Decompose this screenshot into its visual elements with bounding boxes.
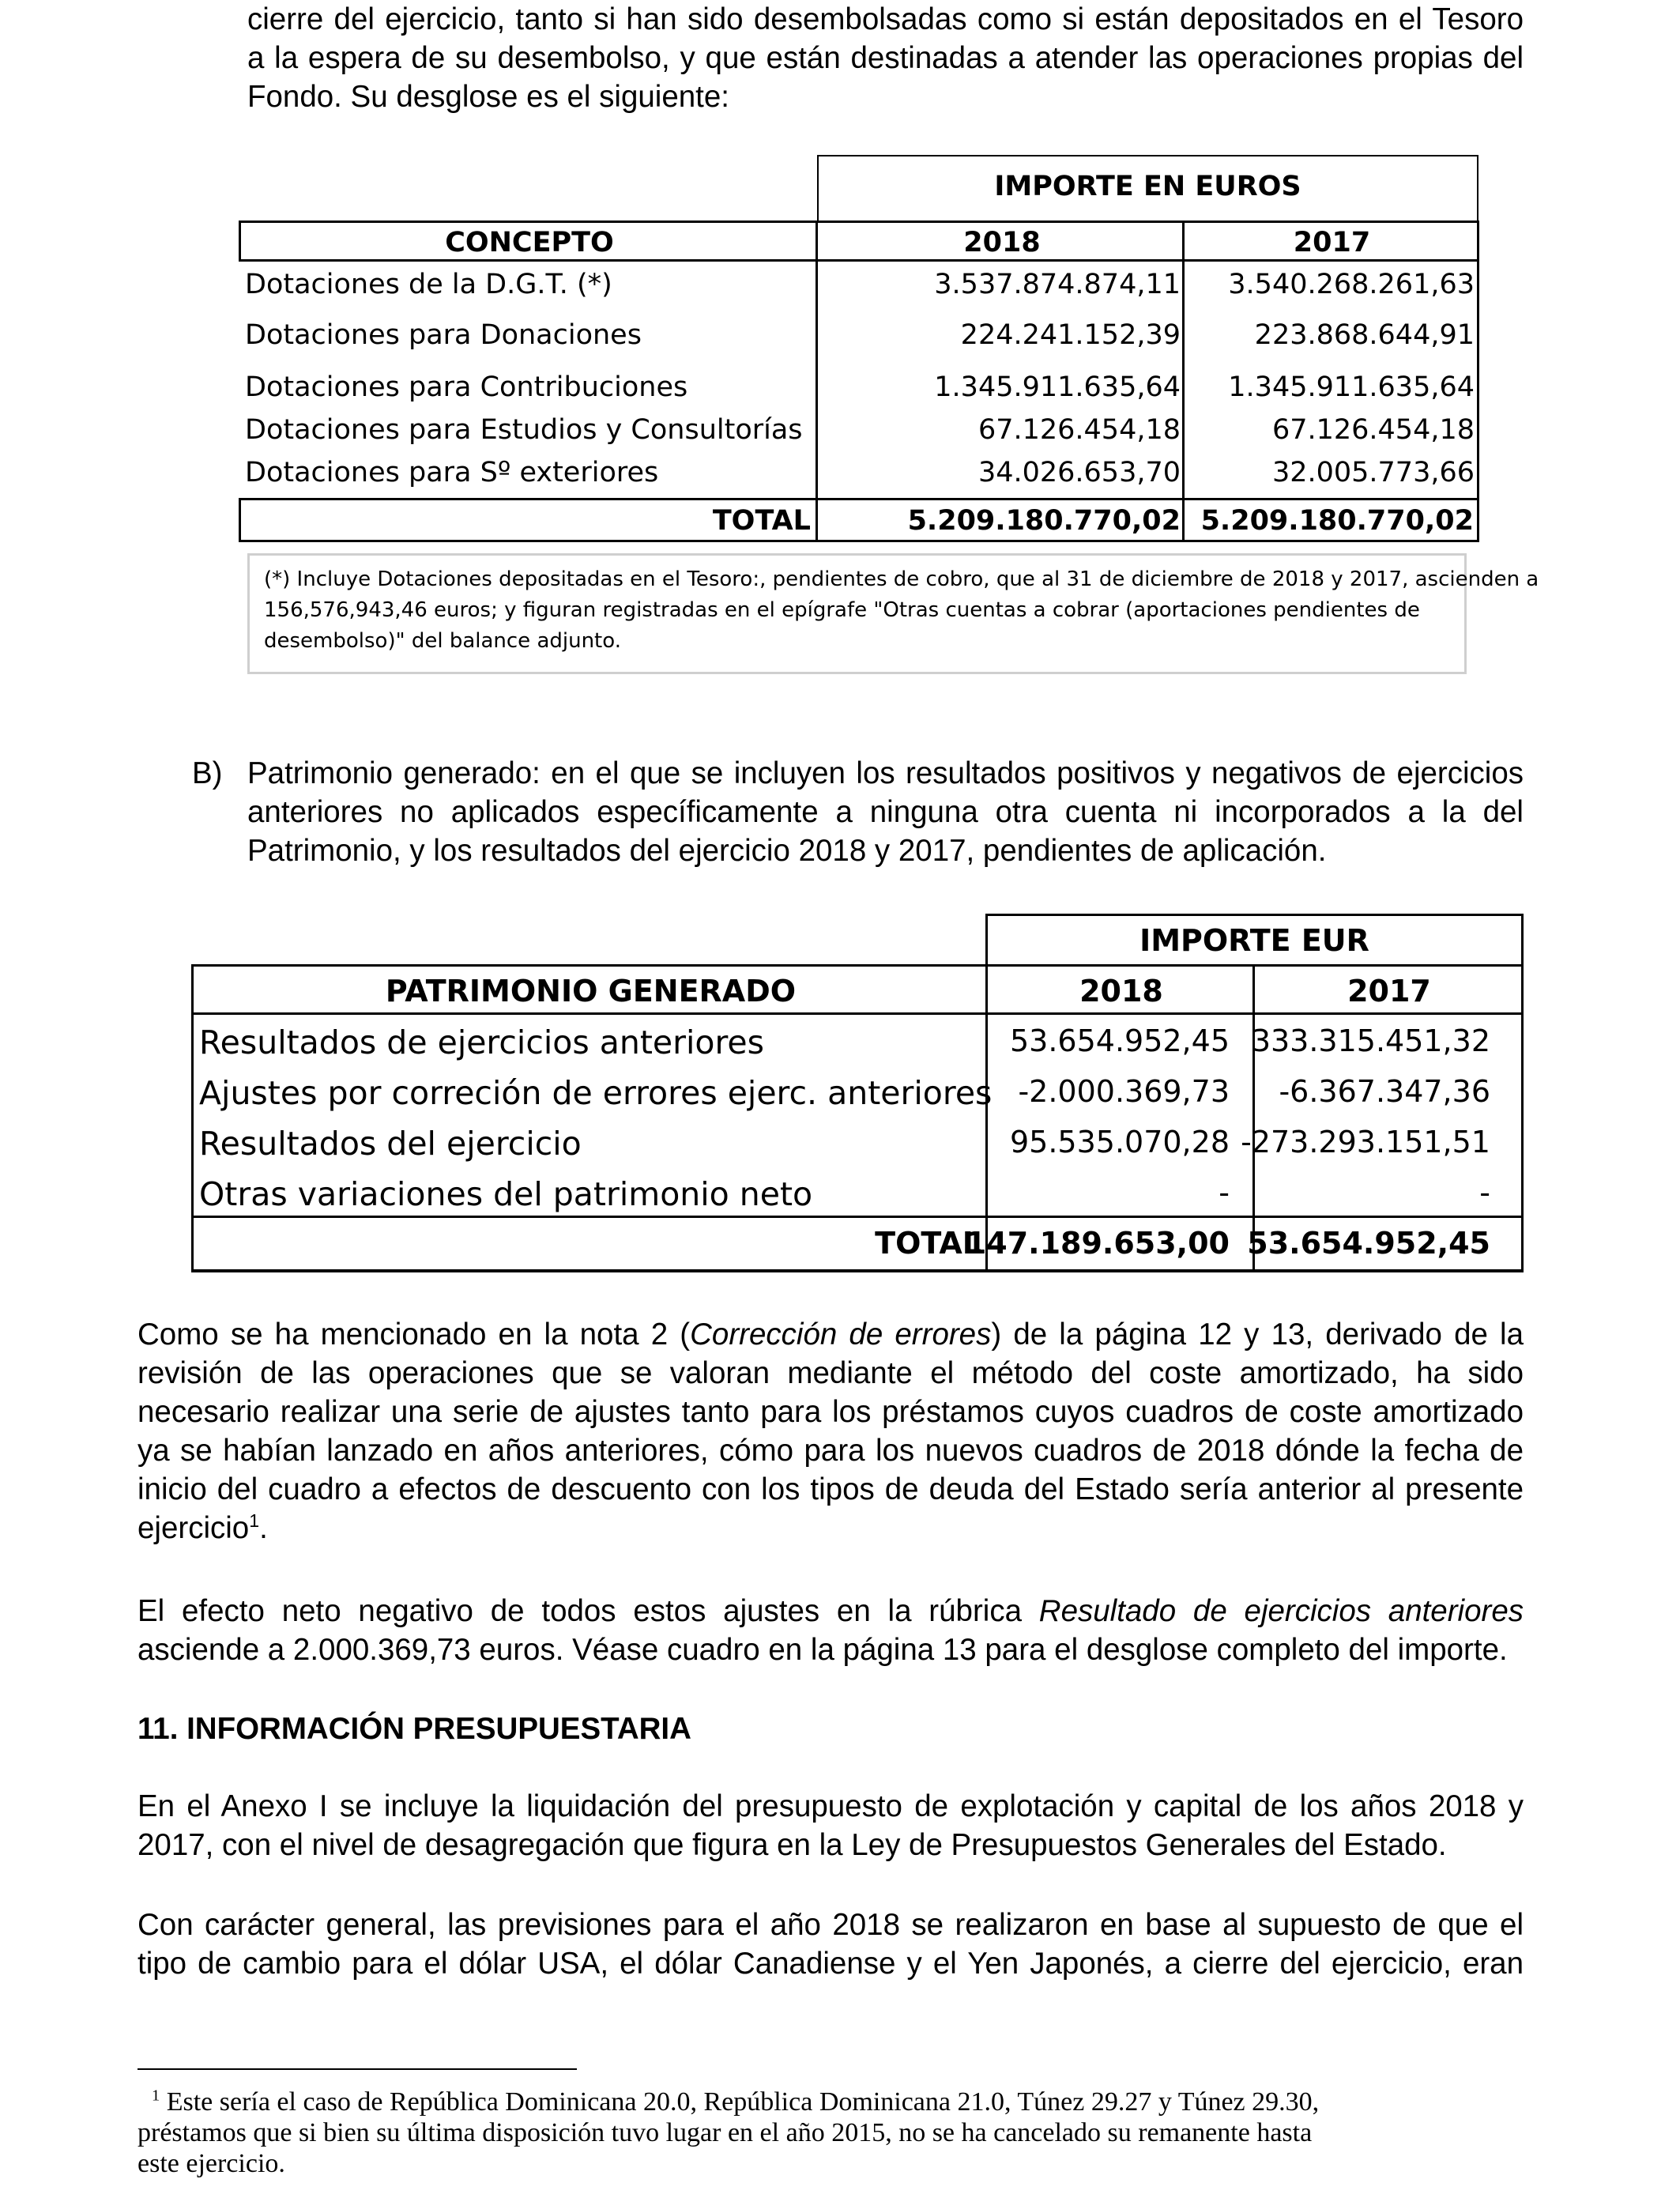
row-2017: 1.345.911.635,64 [1228,371,1475,403]
section-b-line: Patrimonio generado: en el que se incluyen los resultados positivos y negativos de ejercicios [247,756,1524,790]
table-row [239,411,1479,447]
intro-line: a la espera de su desembolso, y que están destinadas a atender las operaciones propias del [247,41,1524,75]
row-2017: 223.868.644,91 [1254,319,1475,351]
section-b-line: anteriores no aplicados específicamente a ninguna otra cuenta ni incorporados a la del [247,795,1524,829]
table-row [239,266,1479,302]
note-line: desembolso)" del balance adjunto. [264,629,621,653]
intro-line: cierre del ejercicio, tanto si han sido desembolsadas como si están depositados en el Tesoro [247,2,1524,36]
row-2017: 3.540.268.261,63 [1228,269,1475,300]
table1-note [247,553,1539,674]
dotaciones-table [239,155,1479,542]
table-row [191,1171,1524,1216]
correction-line: inicio del cuadro a efectos de descuento con los tipos de deuda del Estado sería anterior al presente [137,1472,1524,1506]
total-label: TOTAL [712,505,811,537]
row-2018: 34.026.653,70 [977,457,1181,488]
paragraph-effect [137,1592,1524,1669]
row-2018: -2.000.369,73 [1018,1074,1230,1109]
effect-line: asciende a 2.000.369,73 euros. Véase cuadro en la página 13 para el desglose completo del importe. [137,1633,1508,1667]
intro-paragraph [247,0,1524,116]
table2-col-concept: PATRIMONIO GENERADO [385,974,797,1008]
row-2017: -273.293.151,51 [1241,1125,1490,1159]
section-11-heading: 11. INFORMACIÓN PRESUPUESTARIA [137,1712,691,1746]
table2-total-row [191,1216,1524,1272]
forecast-line: tipo de cambio para el dólar USA, el dólar Canadiense y el Yen Japonés, a cierre del ejercicio, eran [137,1947,1524,1981]
table-row [191,1020,1524,1064]
table1-col-2017: 2017 [1293,227,1371,258]
correction-line: ejercicio$^1$. [137,1510,268,1545]
row-concept: Ajustes por correción de errores ejerc. anteriores [199,1074,993,1112]
footnote-line: este ejercicio. [137,2149,285,2178]
table2-header-group [985,914,1524,966]
row-concept: Dotaciones para Contribuciones [245,371,688,403]
table2-header-group-label: IMPORTE EUR [1139,923,1369,958]
table1-col-2018: 2018 [963,227,1041,258]
row-concept: Dotaciones de la D.G.T. (*) [245,269,612,300]
section-b-marker: B) [192,756,223,790]
row-2017: 333.315.451,32 [1251,1023,1490,1058]
row-2017: -6.367.347,36 [1279,1074,1490,1109]
total-label: TOTAL [875,1226,981,1261]
correction-line: revisión de las operaciones que se valoran mediante el método del coste amortizado, ha sido [137,1356,1524,1390]
row-2018: 95.535.070,28 [1009,1125,1230,1159]
row-2018: - [1219,1175,1230,1210]
footnote-line: $^1$ Este sería el caso de República Dominicana 20.0, República Dominicana 21.0, Túnez 29.27 y Túnez 29.30, [152,2087,1320,2117]
paragraph-annex [137,1787,1524,1864]
row-concept: Resultados del ejercicio [199,1125,582,1163]
table-row [191,1070,1524,1114]
table1-header-group [817,155,1478,221]
section-b-line: Patrimonio, y los resultados del ejercicio 2018 y 2017, pendientes de aplicación. [247,834,1327,868]
annex-line: 2017, con el nivel de desagregación que figura en la Ley de Presupuestos Generales del Estado. [137,1828,1447,1862]
row-concept: Dotaciones para Donaciones [245,319,642,351]
table1-total-row [239,498,1479,542]
row-2018: 67.126.454,18 [977,414,1181,446]
footnote-marker: 1 [152,2087,160,2105]
patrimonio-table [191,914,1524,1272]
section-b-paragraph [247,754,1524,870]
row-2018: 53.654.952,45 [1009,1023,1230,1058]
correction-line: Como se ha mencionado en la nota 2 (Corrección de errores) de la página 12 y 13, derivado de la [137,1318,1524,1351]
table1-header-group-label: IMPORTE EN EUROS [994,171,1301,202]
row-2018: 3.537.874.874,11 [934,269,1181,300]
table-row [191,1121,1524,1165]
table2-header-row [191,964,1524,1015]
note-line: (*) Incluye Dotaciones depositadas en el Tesoro:, pendientes de cobro, que al 31 de diciembre de 2018 y 2017, ascienden a [264,567,1539,591]
correction-line: ya se habían lanzado en años anteriores, cómo para los nuevos cuadros de 2018 dónde la fecha de [137,1434,1524,1468]
table2-col-2018: 2018 [1079,974,1163,1008]
row-concept: Dotaciones para Sº exteriores [245,457,659,488]
row-2018: 1.345.911.635,64 [934,371,1181,403]
table1-header-row [239,221,1479,262]
total-2018: 5.209.180.770,02 [907,505,1181,537]
row-concept: Resultados de ejercicios anteriores [199,1023,765,1061]
note-line: 156,576,943,46 euros; y figuran registradas en el epígrafe "Otras cuentas a cobrar (aportaciones pendientes de [264,598,1420,622]
row-2017: 67.126.454,18 [1271,414,1475,446]
total-2017: 53.654.952,45 [1247,1226,1490,1261]
row-concept: Otras variaciones del patrimonio neto [199,1175,813,1213]
total-2017: 5.209.180.770,02 [1200,505,1474,537]
table2-col-2017: 2017 [1347,974,1431,1008]
footnote [137,2087,1528,2179]
total-2018: 147.189.653,00 [965,1226,1230,1261]
intro-line: Fondo. Su desglose es el siguiente: [247,80,729,114]
table-row [239,454,1479,490]
footnote-ref[interactable]: 1 [249,1510,260,1532]
table1-col-concept: CONCEPTO [445,227,614,258]
paragraph-forecast [137,1906,1524,1983]
correction-line: necesario realizar una serie de ajustes tanto para los préstamos cuyos cuadros de coste amortizado [137,1395,1524,1429]
table-row [239,368,1479,405]
row-2017: 32.005.773,66 [1271,457,1475,488]
row-concept: Dotaciones para Estudios y Consultorías [245,414,803,446]
paragraph-correction [137,1315,1524,1547]
row-2017: - [1479,1175,1490,1210]
footnote-separator [137,2068,577,2070]
table-row [239,316,1479,352]
effect-line: El efecto neto negativo de todos estos ajustes en la rúbrica Resultado de ejercicios anteriores [137,1594,1524,1628]
footnote-line: préstamos que si bien su última disposición tuvo lugar en el año 2015, no se ha cancelado su remanente hasta [137,2118,1313,2147]
forecast-line: Con carácter general, las previsiones para el año 2018 se realizaron en base al supuesto de que el [137,1908,1524,1942]
annex-line: En el Anexo I se incluye la liquidación del presupuesto de explotación y capital de los años 2018 y [137,1789,1524,1823]
row-2018: 224.241.152,39 [960,319,1181,351]
